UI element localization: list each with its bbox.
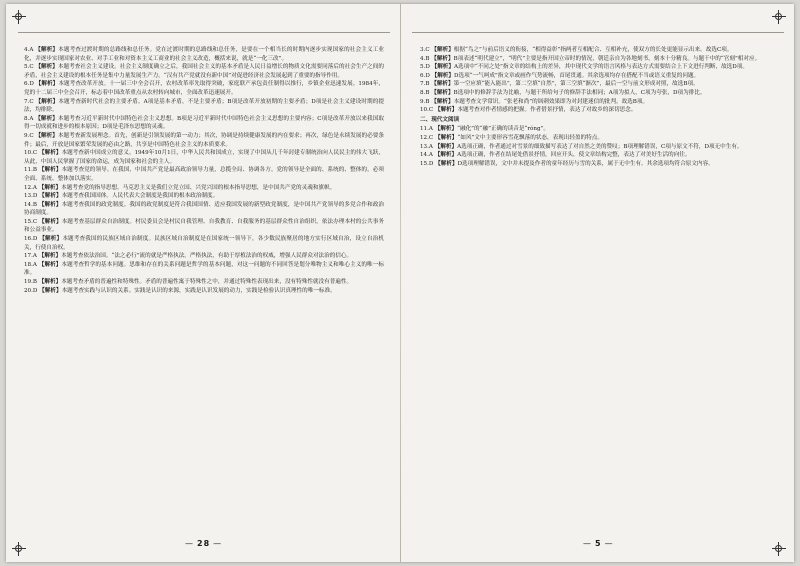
answer-explanation	[420, 72, 780, 81]
analysis-tag: 【解析】	[38, 253, 62, 260]
page-fold	[400, 4, 401, 562]
analysis-tag: 【解析】	[38, 261, 62, 268]
analysis-tag: 【解析】	[434, 143, 458, 150]
analysis-tag: 【解析】	[39, 236, 63, 243]
analysis-tag: 【解析】	[435, 160, 458, 167]
question-number: 3.C	[420, 47, 432, 53]
answer-explanation	[420, 46, 780, 55]
book-spread	[6, 4, 794, 562]
answer-explanation	[24, 261, 384, 278]
question-number: 18.A	[24, 261, 39, 268]
answer-explanation	[24, 278, 384, 287]
analysis-tag: 【解析】	[431, 72, 454, 79]
question-number: 7.B	[420, 81, 432, 88]
section-heading: 二、现代文阅读	[420, 116, 460, 123]
analysis-tag: 【解析】	[38, 167, 62, 174]
analysis-tag: 【解析】	[38, 184, 62, 191]
question-number: 12.A	[24, 184, 39, 191]
explanation-text: 本题考查哲学的基本问题。思维和存在的关系问题是哲学的基本问题，对这一问题的不同回答是划分唯物主义和唯心主义的唯一标准。	[24, 261, 384, 277]
header-rule	[18, 32, 390, 33]
question-number: 19.B	[24, 279, 39, 286]
analysis-tag: 【解析】	[434, 134, 458, 141]
question-number: 14.B	[24, 201, 39, 208]
question-number: 4.A	[24, 47, 36, 53]
analysis-tag: 【解析】	[35, 81, 59, 88]
analysis-tag: 【解析】	[434, 126, 458, 133]
explanation-text: 本题考查过渡时期的总路线和总任务。党在过渡时期的总路线和总任务，是要在一个相当长的时期内逐步实现国家的社会主义工业化，并逐步实现国家对农业、对手工业和对资本主义工商业的社会主义改造，概括来说，就是“一化三改”。	[24, 47, 384, 62]
answer-explanation	[420, 63, 780, 72]
explanation-text: 本题考查基层群众自治制度。村民委员会是村民自我管理、自我教育、自我服务的基层群众性自治组织，依法办理本村的公共事务和公益事业。	[24, 218, 384, 234]
answer-explanation	[24, 132, 384, 149]
answer-explanation	[420, 80, 780, 89]
answer-explanation	[24, 235, 384, 252]
explanation-text: 本题考查改革开放。十一届三中全会召开，农村改革率先取得突破，家庭联产承包责任制得以推行，乡镇企业迅速发展。1984年，党的十二届三中全会召开，标志着中国改革重点从农村转向城市，全面改革迅速展开。	[24, 81, 384, 96]
registration-mark-icon	[12, 10, 26, 24]
question-number: 17.A	[24, 253, 39, 260]
answer-explanation	[24, 98, 384, 115]
question-number: 10.C	[420, 107, 435, 114]
explanation-text: 本题考查新发展理念。首先，创新是引领发展的第一动力；其次，协调是持续健康发展的内在要求；再次，绿色是永续发展的必要条件；最后，开放是国家繁荣发展的必由之路，共享是中国特色社会主义的本质要求。	[24, 132, 384, 148]
registration-mark-icon	[12, 542, 26, 556]
explanation-text: 本题考查党的领导。在我国，中国共产党是最高政治领导力量，总揽全局、协调各方。党的领导是全面的、系统的、整体的，必须全面、系统、整体加以落实。	[24, 167, 384, 182]
registration-mark-icon	[772, 542, 786, 556]
question-number: 11.B	[24, 167, 39, 174]
analysis-tag: 【解析】	[35, 47, 59, 53]
explanation-text: 本题考查党的指导思想。马克思主义是我们立党立国、兴党兴国的根本指导思想，是中国共产党的灵魂和旗帜。	[61, 184, 336, 191]
answer-explanation	[24, 252, 384, 261]
analysis-tag: 【解析】	[431, 47, 454, 53]
question-number: 15.D	[420, 160, 436, 167]
question-number: 9.B	[420, 98, 432, 105]
answer-explanation	[420, 143, 780, 152]
answer-explanation	[420, 125, 780, 134]
explanation-text: 本题考查我国国体。人民代表大会制度是我国的根本政治制度。	[61, 193, 219, 200]
explanation-text: “融化”的“融”正确的读音是“róng”。	[457, 126, 550, 133]
answer-explanation	[420, 151, 780, 160]
explanation-text: 本题考查依法治国。“法之必行”流的就是严格执法。严格执法，有助于厚植法治的权威，增强人民群众对法治的信心。	[61, 253, 353, 260]
answer-explanation	[24, 80, 384, 97]
answer-explanation	[420, 134, 780, 143]
explanation-text: A选项正确，作者通过对雪景的细致描写表达了对自然之美的赞叹；B项理解错误，C项与原文不符，D项无中生有。	[457, 143, 743, 150]
answer-explanation	[24, 149, 384, 166]
analysis-tag: 【解析】	[431, 55, 454, 62]
answer-explanation	[24, 63, 384, 80]
explanation-text: B项表述“明代建立”，“明代”主要是指开国立帝时的情况，朝廷亲自为各地刻书，刻本十分精良。与题干中的“官刻”相对应。	[453, 55, 761, 62]
question-number: 10.C	[24, 150, 39, 157]
analysis-tag: 【解析】	[39, 218, 62, 225]
analysis-tag: 【解析】	[35, 115, 58, 122]
explanation-text: 本题考查习近平新时代中国特色社会主义思想。B项是习近平新时代中国特色社会主义思想的主要内容；C项是改革开放以来我国取得一切成就和进步的根本原因；D项是毛泽东思想的灵魂。	[24, 115, 384, 131]
right-page-body	[420, 46, 780, 526]
answer-explanation	[24, 218, 384, 235]
left-page-body	[24, 46, 384, 526]
explanation-text: “如风”文中主要形容雪花飘落的状态，表现出轻盈的特点。	[457, 134, 603, 141]
analysis-tag: 【解析】	[431, 64, 454, 71]
answer-explanation	[420, 89, 780, 98]
question-number: 4.B	[420, 55, 432, 62]
answer-explanation	[420, 160, 780, 169]
answer-explanation	[24, 166, 384, 183]
answer-explanation	[420, 106, 780, 115]
explanation-text: 本题考查实践与认识的关系。实践是认识的来源，实践是认识发展的动力，实践是检验认识真理性的唯一标准。	[61, 287, 336, 294]
analysis-tag: 【解析】	[431, 81, 454, 88]
question-number: 6.D	[420, 72, 432, 79]
explanation-text: 第一空应填“能入能出”，第二空填“自然”，第三空填“渐次”，最后一空与前文形成对照，故选B项。	[453, 81, 699, 88]
question-number: 7.C	[24, 98, 36, 105]
explanation-text: D选项“一气呵成”指文章或画作气势流畅，首尾贯通。其余选项均存在搭配不当或语义重复的问题。	[454, 72, 700, 79]
question-number: 20.D	[24, 287, 40, 294]
explanation-text: 本题考查对作者情感的把握。作者借景抒情，表达了对故乡的深切思念。	[457, 107, 637, 114]
answer-explanation	[24, 192, 384, 201]
analysis-tag: 【解析】	[38, 279, 62, 286]
explanation-text: 本题考查我国的政党制度。我国的政党制度是符合我国国情、适应我国发展的新型政党制度，是中国共产党领导的多党合作和政治协商制度。	[24, 201, 384, 217]
header-rule	[412, 32, 784, 33]
analysis-tag: 【解析】	[35, 64, 58, 71]
analysis-tag: 【解析】	[434, 152, 458, 159]
answer-explanation	[24, 287, 384, 296]
explanation-text: A选项中“不同之处”指文章的结构上的差异，其中现代文学的语言风格与表达方式需要结合上下文进行判断，故选D项。	[454, 64, 748, 71]
answer-explanation	[24, 115, 384, 132]
answer-explanation	[420, 98, 780, 107]
explanation-text: 本题考查文学常识。“张老和尚”的讽刺效果即为对封建迷信的批判。故选B项。	[453, 98, 649, 105]
analysis-tag: 【解析】	[431, 89, 454, 96]
analysis-tag: 【解析】	[38, 150, 62, 157]
registration-mark-icon	[772, 10, 786, 24]
question-number: 16.D	[24, 236, 40, 243]
explanation-text: 本题考查新时代社会的主要矛盾。A项是基本矛盾，不是主要矛盾；B项是改革开放初期的主要矛盾；D项是社会主义建设时期的提法，均排除。	[24, 98, 384, 114]
left-page-number: — 28 —	[182, 539, 225, 548]
explanation-text: 本题考查新中国成立的意义。1949年10月1日，中华人民共和国成立，实现了中国从几千年封建专制统治向人民民主的伟大飞跃，从此，中国人民掌握了国家的命运，成为国家和社会的主人。	[24, 150, 384, 165]
explanation-text: 根据“鸟之”与前后语义的衔接，“相得益彰”指两者互相配合、互相补充，使双方的长处更能显示出来。故选C项。	[453, 47, 733, 53]
question-number: 6.D	[24, 81, 36, 88]
analysis-tag: 【解析】	[434, 107, 458, 114]
analysis-tag: 【解析】	[38, 201, 62, 208]
question-number: 12.C	[420, 134, 435, 141]
answer-explanation	[420, 55, 780, 64]
explanation-text: 本题考查社会主义建设。社会主义制度确立之后，我国社会主义的基本矛盾是人民日益增长的物质文化需要同落后的社会生产之间的矛盾，社会主义建设的根本任务是集中力量发展生产力。“汉有共产党就没有新中国”对促进经济社会发展起到了重要的指导作用。	[24, 64, 384, 79]
question-number: 13.D	[24, 193, 40, 200]
question-number: 13.A	[420, 143, 435, 150]
answer-explanation	[24, 46, 384, 63]
explanation-text: 本题考查矛盾的普遍性和特殊性。矛盾的普遍性寓于特殊性之中，并通过特殊性表现出来，没有特殊性就没有普遍性。	[61, 279, 353, 286]
analysis-tag: 【解析】	[431, 98, 454, 105]
analysis-tag: 【解析】	[39, 193, 62, 200]
analysis-tag: 【解析】	[35, 132, 58, 139]
explanation-text: D选项理解错误，文中并未提及作者的童年经历与雪的关系，属于无中生有。其余选项均符合原文内容。	[457, 160, 714, 167]
question-number: 8.A	[24, 115, 36, 122]
analysis-tag: 【解析】	[39, 287, 62, 294]
question-number: 15.C	[24, 218, 40, 225]
explanation-text: 本题考查我国的民族区域自治制度。民族区域自治制度是在国家统一领导下，各少数民族聚居的地方实行区域自治，设立自治机关，行使自治权。	[24, 236, 384, 251]
question-number: 14.A	[420, 152, 435, 159]
answer-explanation	[24, 201, 384, 218]
explanation-text: A选项正确，作者在结尾处借景抒情，回应开头，使文章结构完整，表达了对美好生活的向往。	[457, 152, 691, 159]
explanation-text: B选项中的修辞手法为比喻，与题干所给句子的修辞手法相同；A项为拟人，C项为夸张，D项为排比。	[453, 89, 706, 96]
question-number: 11.A	[420, 126, 435, 133]
question-number: 5.C	[24, 64, 36, 71]
question-number: 5.D	[420, 64, 432, 71]
answer-explanation	[24, 184, 384, 193]
question-number: 8.B	[420, 89, 432, 96]
question-number: 9.C	[24, 132, 36, 139]
right-page-number: — 5 —	[580, 539, 617, 548]
analysis-tag: 【解析】	[35, 98, 59, 105]
